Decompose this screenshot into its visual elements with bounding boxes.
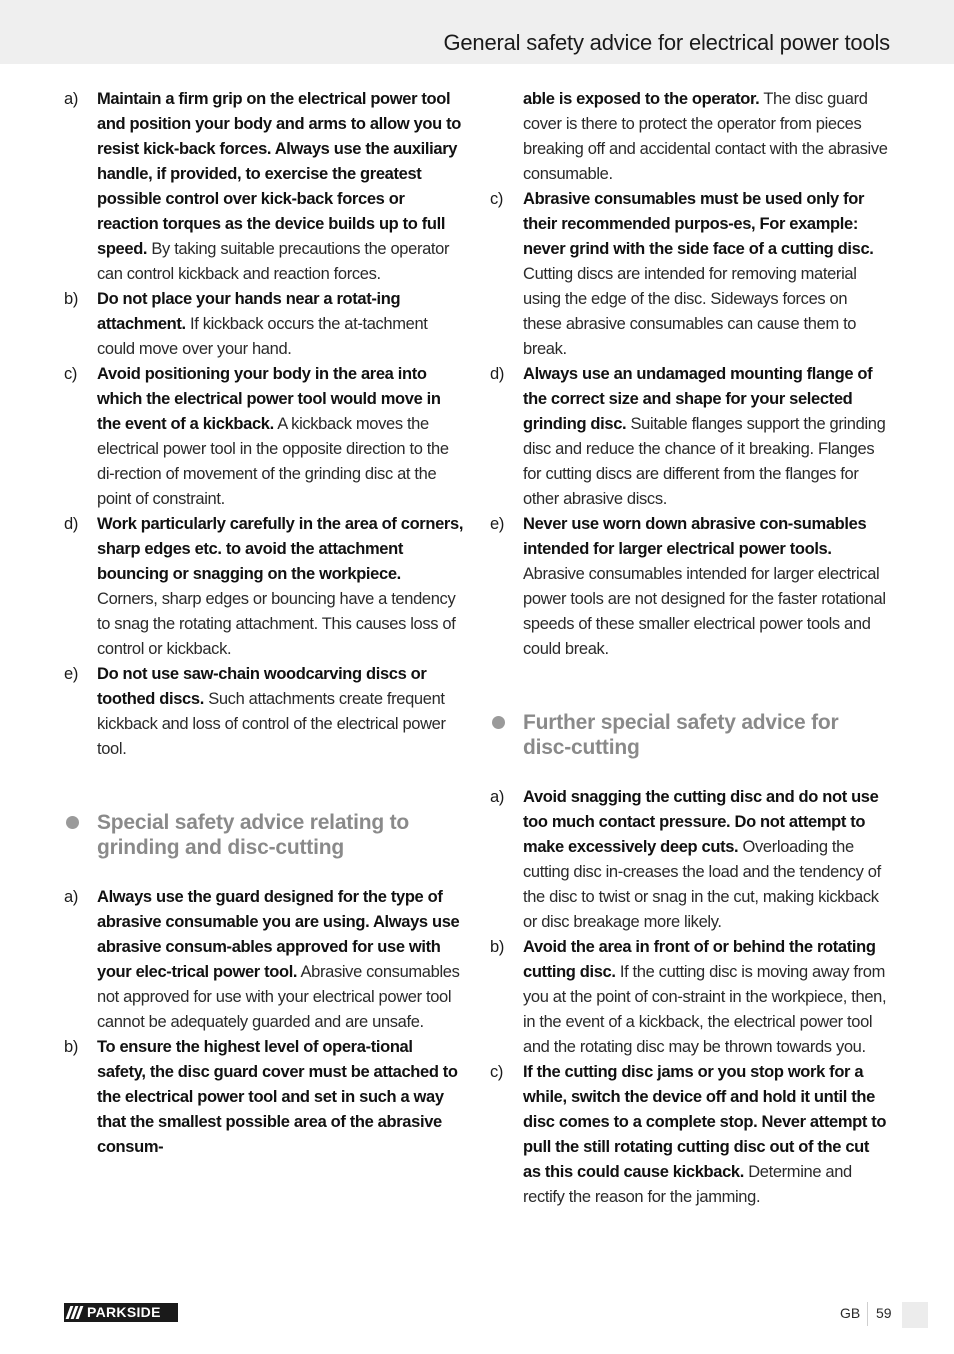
item-bold: To ensure the highest level of opera-tional safety, the disc guard cover must be attached to the electrical power tool and set in such a way that the smallest possible area of the abrasive consum- [97,1038,458,1156]
item-label: b) [64,1038,78,1056]
item-text: Cutting discs are intended for removing material using the edge of the disc. Sideways forces on these abrasive consumables can cause them to break. [523,265,857,358]
footer-tab [902,1302,928,1328]
list-item [64,512,464,662]
item-bold: Avoid positioning your body in the area into which the electrical power tool would move in the event of a kickback. [97,365,441,433]
item-bold: Always use an undamaged mounting flange of the correct size and shape for your selected grinding disc. [523,365,873,433]
item-bold: able is exposed to the operator. [523,90,760,108]
list-item [490,935,890,1060]
item-bold: Never use worn down abrasive con-sumables intended for larger electrical power tools. [523,515,867,558]
item-label: d) [490,365,504,383]
footer-divider [867,1302,868,1326]
brand-logo [64,1303,178,1322]
item-bold: Always use the guard designed for the type of abrasive consumable you are using. Always use abrasive consum-ables approved for use with your elec-trical power tool. [97,888,460,981]
section-title: Special safety advice relating to grinding and disc-cutting [97,811,410,859]
bullet-icon [66,816,79,829]
item-label: c) [490,1063,504,1081]
item-bold: Do not use saw-chain woodcarving discs or toothed discs. [97,665,427,708]
item-label: d) [64,515,78,533]
item-label: a) [64,888,78,906]
list-item [64,362,464,512]
item-label: e) [490,515,504,533]
item-bold: Do not place your hands near a rotat-ing attachment. [97,290,401,333]
list-item [490,362,890,512]
list-item [490,512,890,662]
item-text: By taking suitable precautions the operator can control kickback and reaction forces. [97,240,450,283]
list-item [64,1035,464,1160]
item-text: Overloading the cutting disc in-creases the load and the tendency of the disc to twist or snag in the cut, making kickback or disc breakage more likely. [523,838,881,931]
list-item [64,885,464,1035]
list-item [64,287,464,362]
page-header [0,0,954,64]
item-label: a) [64,90,78,108]
item-bold: If the cutting disc jams or you stop work for a while, switch the device off and hold it until the disc comes to a complete stop. Never attempt to pull the still rotating cutting disc out of the cut as this could cause kickback. [523,1063,887,1181]
item-text: If the cutting disc is moving away from you at the point of con-straint in the workpiece, then, in the event of a kickback, the electrical power tool and the rotating disc may be thrown towards you. [523,963,887,1056]
item-label: e) [64,665,78,683]
left-column [64,87,464,1160]
item-text: If kickback occurs the at-tachment could move over your hand. [97,315,428,358]
list-item [490,1060,890,1210]
item-text: The disc guard cover is there to protect the operator from pieces breaking off and accidental contact with the abrasive consumable. [523,90,888,183]
page-number: 59 [876,1305,892,1321]
bullet-icon [492,716,505,729]
right-column [490,87,890,1210]
item-label: c) [64,365,78,383]
section-heading-disc-cutting [490,710,890,760]
item-text: Such attachments create frequent kickback and loss of control of the electrical power tool. [97,690,446,758]
item-bold: Maintain a firm grip on the electrical power tool and position your body and arms to allow you to resist kick-back forces. Always use the auxiliary handle, if provided, to exercise the greatest possible control over kick-back forces or reaction torques as the device builds up to full speed. [97,90,461,258]
section-heading-grinding [64,810,464,860]
section-title: Further special safety advice for disc-cutting [523,711,839,759]
item-label: b) [490,938,504,956]
list-item-continued [490,87,890,187]
page-title: General safety advice for electrical power tools [443,30,890,55]
item-text: Abrasive consumables not approved for use with your electrical power tool cannot be adequately guarded and are unsafe. [97,963,460,1031]
item-text: A kickback moves the electrical power tool in the opposite direction to the di-rection of movement of the grinding disc at the point of constraint. [97,415,449,508]
logo-stripes-icon [64,1303,84,1322]
brand-name: PARKSIDE [87,1304,161,1320]
item-bold: Abrasive consumables must be used only for their recommended purpos-es, For example: never grind with the side face of a cutting disc. [523,190,874,258]
item-label: b) [64,290,78,308]
item-label: c) [490,190,504,208]
item-label: a) [490,788,504,806]
item-bold: Avoid the area in front of or behind the rotating cutting disc. [523,938,876,981]
language-code: GB [840,1305,861,1321]
list-item [490,785,890,935]
item-text: Determine and rectify the reason for the jamming. [523,1163,852,1206]
list-item [64,87,464,287]
item-bold: Work particularly carefully in the area of corners, sharp edges etc. to avoid the attachment bouncing or snagging on the workpiece. [97,515,464,583]
item-text: Abrasive consumables intended for larger electrical power tools are not designed for the faster rotational speeds of these smaller electrical power tools and could break. [523,565,886,658]
list-item [64,662,464,762]
list-item [490,187,890,362]
item-bold: Avoid snagging the cutting disc and do not use too much contact pressure. Do not attempt to make excessively deep cuts. [523,788,879,856]
item-text: Corners, sharp edges or bouncing have a tendency to snag the rotating attachment. This causes loss of control or kickback. [97,590,456,658]
item-text: Suitable flanges support the grinding disc and reduce the chance of it breaking. Flanges for cutting discs are different from the flanges for other abrasive discs. [523,415,886,508]
